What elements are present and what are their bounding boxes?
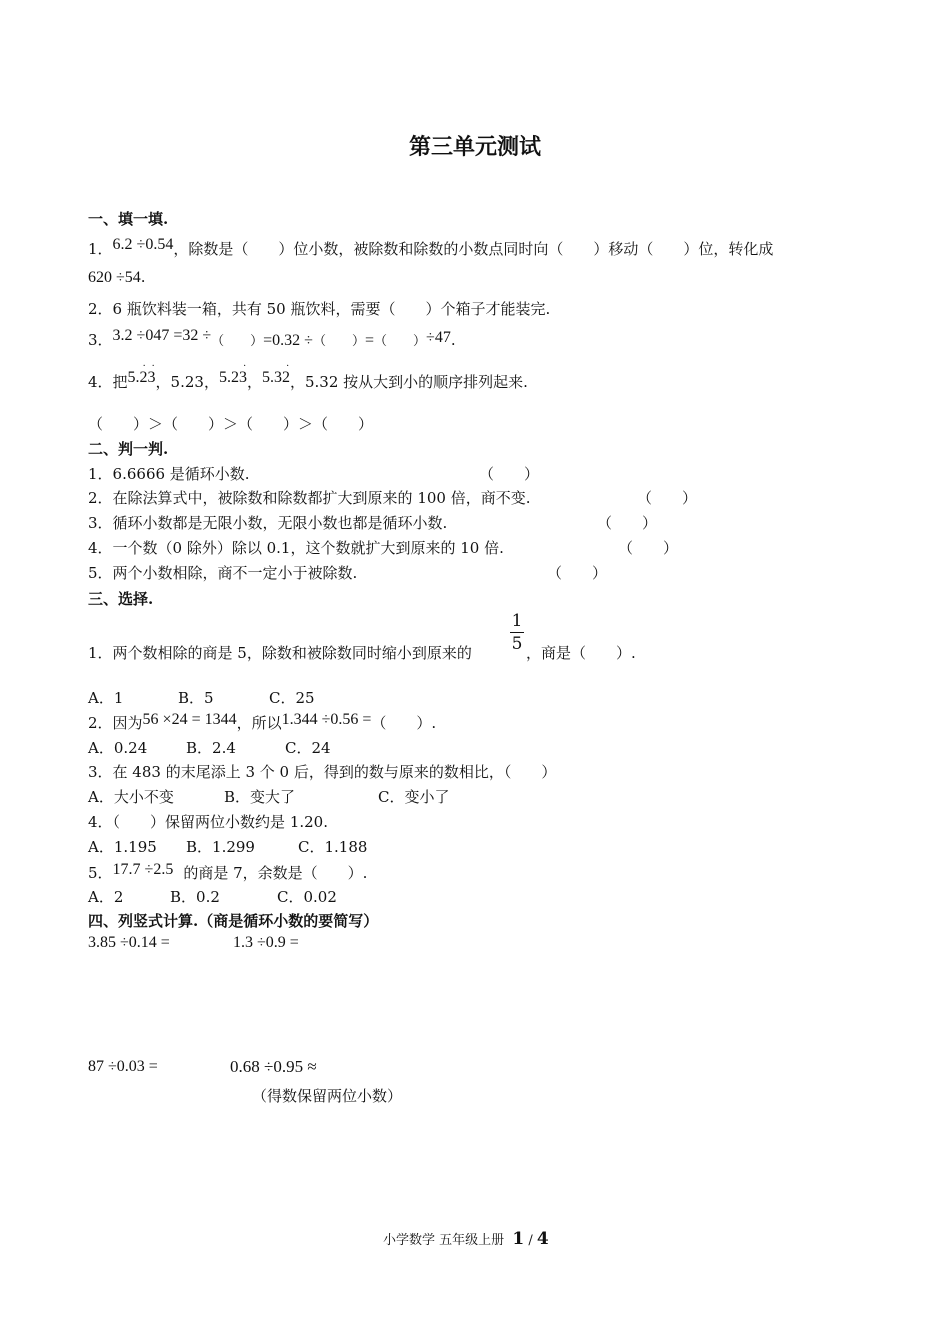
footer-separator: /	[528, 1233, 533, 1248]
s1-q3-blank2: （ ）	[312, 334, 365, 349]
s3-q2-opt-c: C．24	[285, 739, 331, 757]
s3-q4: 4．（ ）保留两位小数约是 1.20.	[88, 813, 328, 831]
s1-q4	[88, 361, 528, 392]
s3-q2-pre: 2．因为	[88, 714, 143, 732]
s3-q5-opt-a: A．2	[88, 888, 124, 906]
s1-q4-n4: 5.32 ·	[261, 361, 290, 386]
s1-q4-sep1: ，5.23，	[155, 373, 219, 391]
s3-q3: 3．在 483 的末尾添上 3 个 0 后，得到的数与原来的数相比，（ ）	[88, 763, 557, 781]
footer-text: 小学数学 五年级上册	[383, 1233, 505, 1248]
s2-item-5-bracket: （ ）	[547, 564, 608, 582]
s3-q3-opt-a: A．大小不变	[88, 788, 174, 806]
s3-q3-opt-c: C．变小了	[378, 788, 450, 806]
s3-q5-expr: 17.7 ÷2.5	[112, 861, 174, 878]
s3-q5-end: 的商是 7，余数是（ ）.	[183, 864, 368, 882]
s1-q2: 2．6 瓶饮料装一箱，共有 50 瓶饮料，需要（ ）个箱子才能装完.	[88, 300, 551, 318]
s3-q1-end: ，商是（ ）.	[526, 644, 636, 662]
s2-item-5: 5．两个小数相除，商不一定小于被除数.	[88, 564, 358, 582]
s1-q4-n1: 5.23 · ·	[127, 361, 156, 386]
s4-expr-2: 1.3 ÷0.9 =	[233, 934, 299, 951]
s2-item-3: 3．循环小数都是无限小数，无限小数也都是循环小数.	[88, 514, 448, 532]
s1-q1-expr2: 620 ÷54	[88, 269, 141, 286]
s1-q4-num: 4．把	[88, 373, 128, 391]
s1-q3	[88, 327, 456, 351]
s3-q5	[88, 861, 368, 883]
s4-expr-3: 87 ÷0.03 =	[88, 1058, 158, 1075]
fraction-bar	[510, 632, 524, 633]
s2-item-1: 1．6.6666 是循环小数.	[88, 465, 250, 483]
s2-item-3-bracket: （ ）	[597, 514, 658, 532]
s3-q5-opt-b: B．0.2	[170, 888, 220, 906]
s1-q1-expr: 6.2 ÷0.54	[112, 236, 174, 253]
s3-q1-opt-b: B．5	[178, 689, 214, 707]
s1-q4-sep2: ，	[246, 373, 262, 391]
s2-item-2: 2．在除法算式中，被除数和除数都扩大到原来的 100 倍，商不变.	[88, 489, 531, 507]
page-footer	[383, 1230, 549, 1250]
section-4-heading: 四、列竖式计算.（商是循环小数的要简写）	[88, 912, 379, 930]
section-1-heading: 一、填一填.	[88, 210, 169, 228]
s1-q3-blank1: （ ）	[211, 334, 264, 349]
s3-q4-opt-b: B．1.299	[186, 838, 255, 856]
s3-q5-num: 5．	[88, 864, 113, 882]
s1-q1-num: 1．	[88, 240, 113, 258]
section-3-heading: 三、选择.	[88, 590, 154, 608]
s3-q2-expr1: 56 ×24 = 1344	[142, 711, 237, 728]
footer-total-pages: 4	[536, 1229, 549, 1249]
s3-q2-opt-a: A．0.24	[88, 739, 148, 757]
s3-q1-denominator: 5	[511, 634, 523, 654]
s1-q1-text: ，除数是（ ）位小数，被除数和除数的小数点同时向（ ）移动（ ）位，转化成	[173, 240, 774, 258]
s1-q4-answer: （ ）＞（ ）＞（ ）＞（ ）	[88, 415, 374, 433]
s3-q2-mid: ，所以	[236, 714, 282, 732]
s3-q1-fraction	[510, 612, 524, 653]
s4-expr-4: 0.68 ÷0.95 ≈	[230, 1057, 317, 1076]
s1-q3-end: ÷47	[426, 329, 451, 346]
s1-q3-num: 3．	[88, 331, 113, 349]
s3-q2-end: （ ）.	[371, 714, 437, 732]
s1-q1-line2	[88, 268, 146, 287]
s4-note: （得数保留两位小数）	[252, 1087, 403, 1105]
s3-q4-opt-a: A．1.195	[88, 838, 157, 856]
s3-q1-numerator: 1	[511, 611, 523, 631]
s3-q2	[88, 711, 437, 733]
s2-item-2-bracket: （ ）	[637, 489, 698, 507]
s1-q3-eq: =	[364, 332, 375, 349]
s3-q4-opt-c: C．1.188	[298, 838, 368, 856]
s1-q3-mid: =0.32 ÷	[263, 332, 313, 349]
s1-q4-rest: ，5.32 按从大到小的顺序排列起来.	[289, 373, 528, 391]
s3-q1-text: 1．两个数相除的商是 5，除数和被除数同时缩小到原来的	[88, 644, 472, 662]
s3-q5-opt-c: C．0.02	[277, 888, 337, 906]
s1-q4-n3: 5.23 ·	[218, 361, 247, 386]
s2-item-4-bracket: （ ）	[618, 539, 679, 557]
page-title: 第三单元测试	[408, 134, 541, 160]
s2-item-1-bracket: （ ）	[479, 465, 540, 483]
s3-q1-opt-c: C．25	[269, 689, 315, 707]
s3-q1-opt-a: A．1	[88, 689, 124, 707]
s2-item-4: 4．一个数（0 除外）除以 0.1，这个数就扩大到原来的 10 倍.	[88, 539, 504, 557]
s1-q1-line1	[88, 236, 774, 259]
s1-q3-blank3: （ ）	[374, 334, 427, 349]
s4-expr-1: 3.85 ÷0.14 =	[88, 934, 170, 951]
s1-q1-end: .	[140, 268, 146, 286]
s3-q3-opt-b: B．变大了	[224, 788, 296, 806]
s3-q2-opt-b: B．2.4	[186, 739, 236, 757]
s3-q2-expr2: 1.344 ÷0.56 =	[281, 711, 372, 728]
section-2-heading: 二、判一判.	[88, 440, 169, 458]
s1-q3-expr: 3.2 ÷047 =32 ÷	[112, 327, 212, 344]
s1-q3-dot: .	[450, 331, 456, 349]
footer-page-number: 1	[512, 1229, 525, 1249]
